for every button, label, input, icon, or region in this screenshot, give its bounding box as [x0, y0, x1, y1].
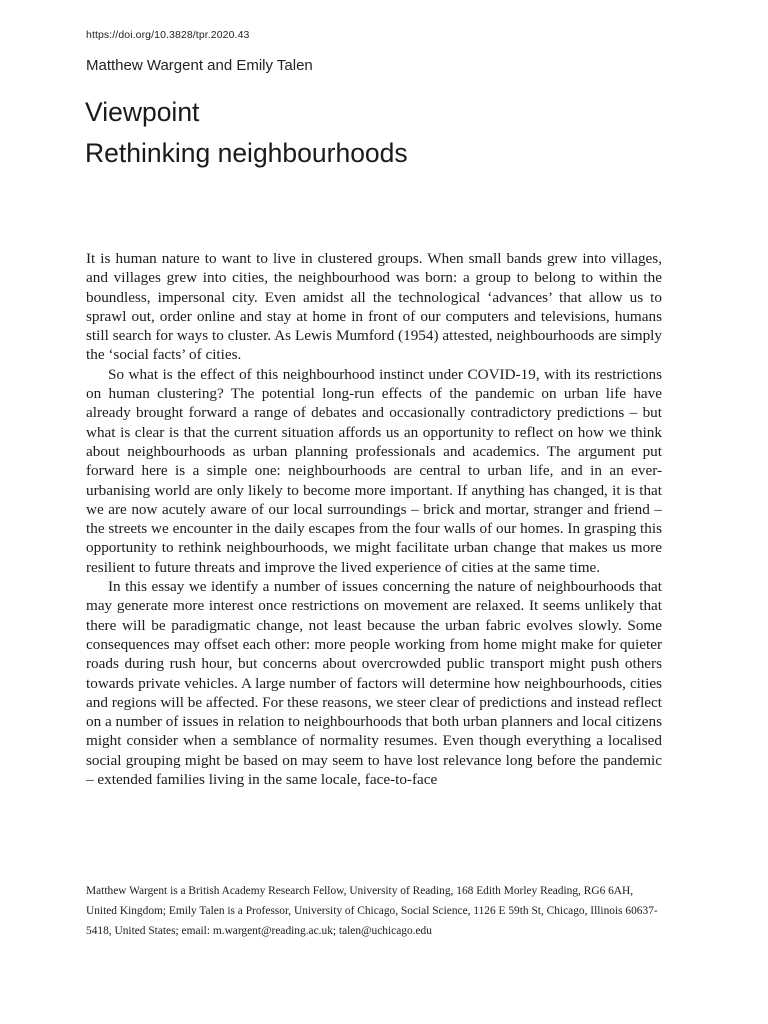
title-kicker: Viewpoint: [85, 97, 200, 127]
author-affiliation-footnote: Matthew Wargent is a British Academy Research Fellow, University of Reading, 168 Edith Morley Reading, RG6 6AH, United Kingdom; Emily Talen is a Professor, University of Chicago, Social Science, 1126 E 59th St, Chicago, Illinois 60637-5418, United States; email: m.wargent@reading.ac.uk; talen@uchicago.edu: [86, 885, 658, 937]
body-paragraph-2: So what is the effect of this neighbourhood instinct under COVID-19, with its restrictions on human clustering? The potential long-run effects of the pandemic on urban life have already brought forward a range of debates and occasionally contradictory predictions – but what is clear is that the current situation affords us an opportunity to reflect on how we think about neighbourhoods as urban planning professionals and academics. The argument put forward here is a simple one: neighbourhoods are central to urban life, and in an ever-urbanising world are only likely to become more important. If anything has changed, it is that we are now acutely aware of our local surroundings – brick and mortar, stranger and friend – the streets we encounter in the daily escapes from the four walls of our homes. In grasping this opportunity to rethink neighbourhoods, we might facilitate urban change that makes us more resilient to future threats and improve the lived experience of cities at the same time.: [86, 365, 662, 576]
article-title: [85, 92, 408, 174]
body-paragraph-1: It is human nature to want to live in clustered groups. When small bands grew into villages, and villages grew into cities, the neighbourhood was born: a group to belong to within the boundless, impersonal city. Even amidst all the technological ‘advances’ that allow us to sprawl out, order online and stay at home in front of our computers and televisions, humans still search for ways to cluster. As Lewis Mumford (1954) attested, neighbourhoods are simply the ‘social facts’ of cities.: [86, 250, 662, 364]
author-line: Matthew Wargent and Emily Talen: [86, 57, 313, 74]
doi-link[interactable]: https://doi.org/10.3828/tpr.2020.43: [86, 29, 250, 41]
article-body: [86, 249, 662, 789]
title-main: Rethinking neighbourhoods: [85, 138, 408, 168]
body-paragraph-3: In this essay we identify a number of issues concerning the nature of neighbourhoods that may generate more interest once restrictions on movement are relaxed. It seems unlikely that there will be paradigmatic change, not least because the urban fabric evolves slowly. Some consequences may offset each other: more people working from home might make for quieter roads during rush hour, but concerns about overcrowded public transport might push others towards private vehicles. A large number of factors will determine how neighbourhoods, cities and regions will be affected. For these reasons, we steer clear of predictions and instead reflect on a number of issues in relation to neighbourhoods that both urban planners and local citizens might consider when a semblance of normality resumes. Even though everything a localised social grouping might be based on may seem to have lost relevance long before the pandemic – extended families living in the same locale, face-to-face: [86, 578, 662, 789]
